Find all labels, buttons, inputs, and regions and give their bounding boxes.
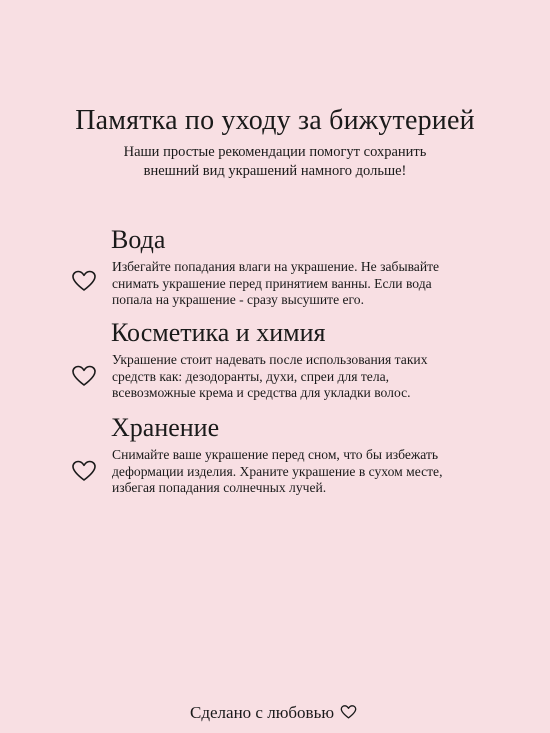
- footer: [190, 702, 357, 724]
- subtitle: [0, 143, 550, 181]
- subtitle-line: Наши простые рекомендации помогут сохранить: [123, 144, 427, 160]
- heart-outline-icon: [340, 704, 357, 720]
- body-line: Снимайте ваше украшение перед сном, что бы избежать: [112, 447, 439, 462]
- section-body: [112, 259, 492, 309]
- subtitle-line: внешний вид украшений намного дольше!: [143, 163, 407, 179]
- section-body: [112, 352, 492, 402]
- body-line: снимать украшение перед принятием ванны. Если вода: [112, 275, 432, 291]
- section-heading: Хранение: [111, 413, 220, 442]
- body-line: попала на украшение - сразу высушите его.: [112, 292, 364, 307]
- section-heading: Вода: [111, 225, 166, 254]
- body-line: Избегайте попадания влаги на украшение. Не забывайте: [112, 259, 440, 274]
- body-line: Украшение стоит надевать после использования таких: [112, 352, 428, 367]
- heart-outline-icon: [71, 269, 97, 293]
- section-heading: Косметика и химия: [111, 318, 326, 347]
- section-body: [112, 447, 492, 497]
- heart-outline-icon: [71, 459, 97, 483]
- page-title: Памятка по уходу за бижутерией: [75, 105, 475, 136]
- body-line: средств как: дезодоранты, духи, спреи для тела,: [112, 368, 390, 384]
- body-line: избегая попадания солнечных лучей.: [112, 480, 327, 495]
- body-line: всевозможные крема и средства для укладки волос.: [112, 385, 411, 400]
- heart-outline-icon: [71, 364, 97, 388]
- body-line: деформации изделия. Храните украшение в сухом месте,: [112, 463, 443, 479]
- footer-text: Сделано с любовью: [190, 703, 335, 722]
